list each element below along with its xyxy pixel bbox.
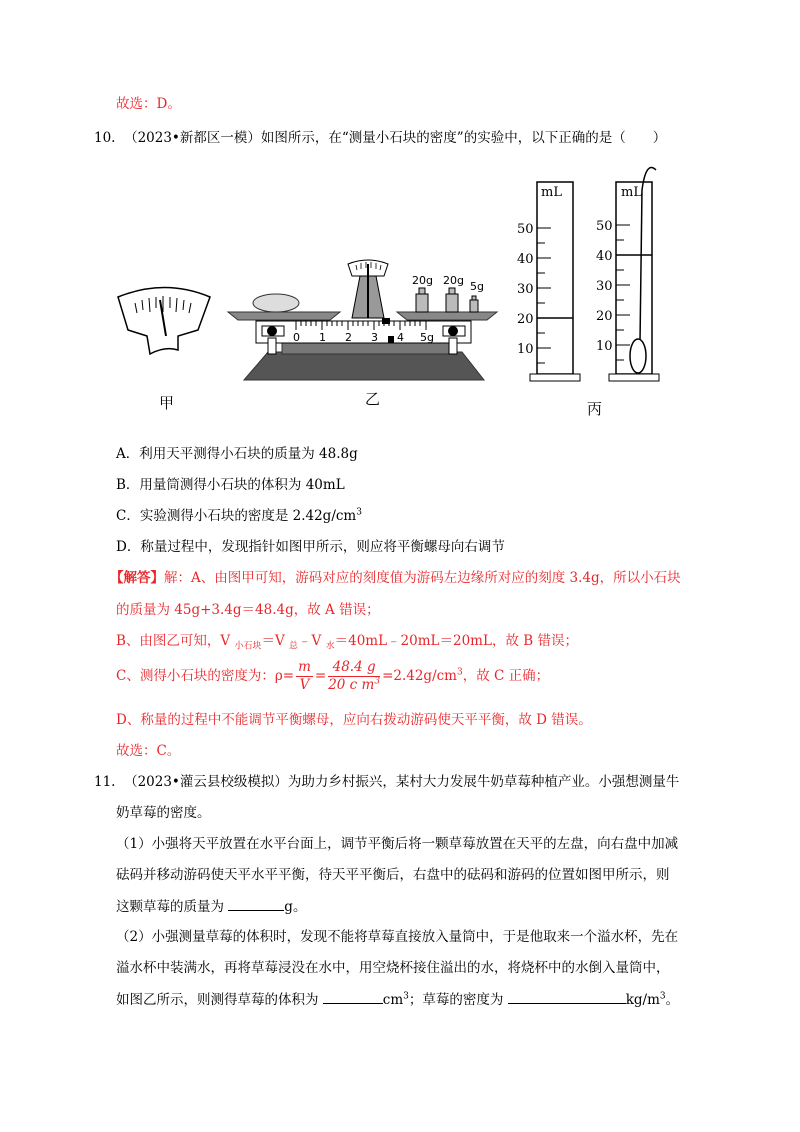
frac2-den — [328, 677, 380, 694]
answer-l4-b: =2.42g/cm — [382, 668, 457, 684]
cyl1-tick-40: 40 — [517, 252, 534, 267]
option-d: D．称量过程中，发现指针如图甲所示，则应将平衡螺母向右调节 — [116, 539, 505, 555]
ruler-tick-0: 0 — [293, 331, 300, 344]
frac1-num: m — [298, 659, 311, 675]
ruler-tick-2: 2 — [345, 331, 352, 344]
answer-tag: 【解答】 — [110, 570, 164, 586]
answer-l3-c: ﹣V — [298, 633, 326, 649]
answer-l3-sub1: 小石块 — [234, 641, 262, 652]
q11-p1-l3-b: g。 — [284, 899, 307, 915]
option-c-text: C．实验测得小石块的密度是 2.42g/cm — [116, 508, 357, 524]
option-c — [116, 506, 362, 526]
answer-eq: = — [314, 668, 327, 684]
answer-l3-d: ＝40mL﹣20mL＝20mL，故 B 错误； — [334, 633, 578, 649]
caption-bing: 丙 — [587, 400, 603, 418]
q11-p2-sup: 3 — [403, 991, 409, 1002]
caption-jia: 甲 — [159, 394, 175, 412]
frac2-den-text: 20 c m — [328, 677, 375, 693]
q11-p2-l3-a: 如图乙所示，则测得草莓的体积为 — [116, 992, 323, 1008]
q11-p2-l3-b: cm — [382, 992, 404, 1008]
cyl2-unit: mL — [621, 185, 642, 200]
weight-label-5g: 5g — [470, 280, 484, 293]
q11-p1-l3-a: 这颗草莓的质量为 — [116, 899, 229, 915]
graduated-cylinders-diagram — [517, 168, 659, 382]
cyl1-tick-20: 20 — [517, 312, 534, 327]
answer-line-4 — [116, 658, 549, 694]
ruler-tick-1: 1 — [319, 331, 326, 344]
question-source: （2023•新都区一模） — [124, 130, 261, 146]
cyl2-tick-30: 30 — [596, 279, 613, 294]
q11-p2-l3-e: 。 — [665, 992, 680, 1008]
fraction-values — [328, 659, 380, 694]
rider — [382, 318, 390, 324]
question-11-number: 11. — [94, 774, 116, 790]
frac2-num: 48.4 g — [328, 659, 380, 677]
answer-text-1: 解：A、由图甲可知，游码对应的刻度值为游码左边缘所对应的刻度 3.4g，所以小石块 — [164, 570, 681, 586]
fraction-m-over-v — [296, 659, 313, 694]
option-a: A．利用天平测得小石块的质量为 48.8g — [116, 446, 358, 462]
answer-l3-sub2: 总 — [289, 641, 299, 652]
question-text: 如图所示，在“测量小石块的密度”的实验中，以下正确的是（ ） — [260, 130, 667, 146]
answer-line-3 — [116, 631, 578, 651]
cyl1-tick-50: 50 — [517, 222, 534, 237]
question-11-stem — [94, 772, 679, 792]
cyl2-tick-10: 10 — [596, 339, 613, 354]
density-answer-blank[interactable] — [508, 989, 626, 1004]
option-c-sup: 3 — [356, 507, 362, 518]
answer-l3-sub3: 水 — [325, 641, 335, 652]
q11-part2-line2: 溢水杯中装满水，再将草莓浸没在水中，用空烧杯接住溢出的水，将烧杯中的水倒入量筒中， — [116, 960, 670, 976]
weight-label-20g-a: 20g — [412, 274, 433, 287]
q11-p2-l3-d: kg/m — [625, 992, 660, 1008]
frac2-sup: 3 — [374, 676, 381, 687]
cyl1-tick-10: 10 — [517, 342, 534, 357]
caption-yi: 乙 — [365, 390, 381, 408]
q11-part1-line3 — [116, 896, 306, 917]
volume-answer-blank[interactable] — [323, 989, 383, 1004]
q11-part1-line1: （1）小强将天平放置在水平台面上，调节平衡后将一颗草莓放置在天平的左盘，向右盘中加减 — [116, 836, 679, 852]
q11-p2-l3-c: ；草莓的密度为 — [408, 992, 508, 1008]
answer-line-5: D、称量的过程中不能调节平衡螺母，应向右拨动游码使天平平衡，故 D 错误。 — [116, 712, 592, 728]
answer-l4-sup: 3 — [457, 667, 463, 678]
mass-answer-blank[interactable] — [228, 896, 284, 911]
question-11-source: （2023•灌云县校级模拟） — [124, 774, 288, 790]
answer-line-2: 的质量为 45g+3.4g＝48.4g，故 A 错误； — [116, 602, 380, 618]
balance-diagram — [228, 260, 497, 380]
answer-final: 故选：C。 — [116, 743, 181, 759]
ruler-tick-4: 4 — [397, 331, 404, 344]
previous-answer: 故选：D。 — [116, 96, 181, 112]
question-11-text: 为助力乡村振兴，某村大力发展牛奶草莓种植产业。小强想测量牛 — [287, 774, 680, 790]
answer-l3-b: ＝V — [261, 633, 290, 649]
question-number: 10. — [94, 130, 116, 146]
frac1-den: V — [299, 677, 310, 693]
cyl1-tick-30: 30 — [517, 282, 534, 297]
cyl2-tick-20: 20 — [596, 309, 613, 324]
answer-l4-a: C、测得小石块的密度为：ρ= — [116, 668, 295, 684]
ruler-tick-3: 3 — [371, 331, 378, 344]
q11-p2-sup2: 3 — [659, 991, 666, 1002]
answer-l4-c: ，故 C 正确； — [462, 668, 550, 684]
question-11-stem-2: 奶草莓的密度。 — [116, 805, 211, 821]
q11-part1-line2: 砝码并移动游码使天平水平平衡，待天平平衡后，右盘中的砝码和游码的位置如图甲所示，则 — [116, 867, 670, 883]
answer-l3-a: B、由图乙可知，V — [116, 633, 235, 649]
ruler-tick-5: 5g — [420, 331, 434, 344]
q11-part2-line1: （2）小强测量草莓的体积时，发现不能将草莓直接放入量筒中，于是他取来一个溢水杯，先在 — [116, 929, 679, 945]
weight-label-20g-b: 20g — [443, 274, 464, 287]
pointer-scale-diagram — [118, 288, 210, 355]
answer-line-1 — [110, 568, 681, 588]
option-b: B．用量筒测得小石块的体积为 40mL — [116, 477, 345, 493]
experiment-figure — [0, 0, 800, 420]
cyl1-unit: mL — [541, 185, 562, 200]
cyl2-tick-50: 50 — [596, 219, 613, 234]
q11-part2-line3 — [116, 989, 679, 1010]
cyl2-tick-40: 40 — [596, 249, 613, 264]
